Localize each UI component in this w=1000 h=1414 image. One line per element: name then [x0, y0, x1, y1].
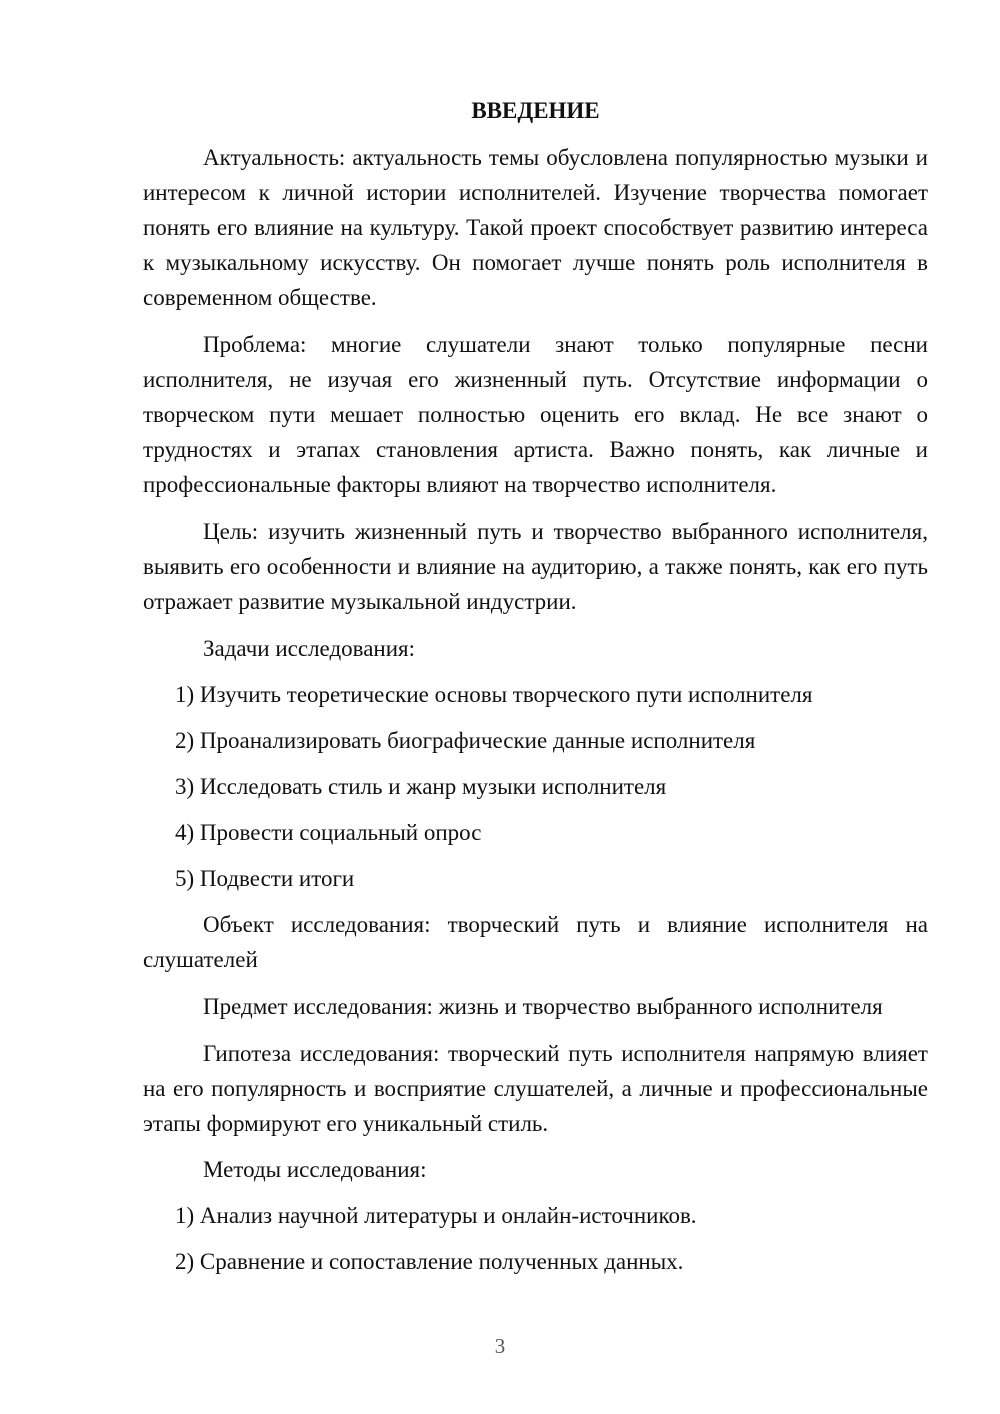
- method-item: 2) Сравнение и сопоставление полученных данных.: [175, 1249, 684, 1274]
- tasks-heading: Задачи исследования:: [203, 636, 416, 661]
- subject-paragraph: Предмет исследования: жизнь и творчество выбранного исполнителя: [203, 994, 883, 1019]
- task-item: 3) Исследовать стиль и жанр музыки исполнителя: [175, 774, 667, 799]
- page-number: 3: [494, 1334, 506, 1358]
- object-paragraph: Объект исследования: творческий путь и влияние исполнителя на слушателей: [143, 912, 928, 972]
- task-item: 2) Проанализировать биографические данные исполнителя: [175, 728, 756, 753]
- method-item: 1) Анализ научной литературы и онлайн-источников.: [175, 1203, 697, 1228]
- task-item: 1) Изучить теоретические основы творческого пути исполнителя: [175, 682, 813, 707]
- hypothesis-paragraph: Гипотеза исследования: творческий путь исполнителя напрямую влияет на его популярность и восприятие слушателей, а личные и профессиональные этапы формируют его уникальный стиль.: [143, 1041, 928, 1136]
- page-title: ВВЕДЕНИЕ: [471, 98, 600, 123]
- relevance-paragraph: Актуальность: актуальность темы обусловлена популярностью музыки и интересом к личной истории исполнителей. Изучение творчества помогает понять его влияние на культуру. Такой проект способствует развитию интереса к музыкальному искусству. Он помогает лучше понять роль исполнителя в современном обществе.: [143, 145, 928, 310]
- methods-heading: Методы исследования:: [203, 1157, 427, 1182]
- goal-paragraph: Цель: изучить жизненный путь и творчество выбранного исполнителя, выявить его особенности и влияние на аудиторию, а также понять, как его путь отражает развитие музыкальной индустрии.: [143, 519, 928, 614]
- problem-paragraph: Проблема: многие слушатели знают только популярные песни исполнителя, не изучая его жизненный путь. Отсутствие информации о творческом пути мешает полностью оценить его вклад. Не все знают о трудностях и этапах становления артиста. Важно понять, как личные и профессиональные факторы влияют на творчество исполнителя.: [143, 332, 928, 497]
- document-page: [143, 96, 928, 1290]
- task-item: 4) Провести социальный опрос: [175, 820, 482, 845]
- task-item: 5) Подвести итоги: [175, 866, 355, 891]
